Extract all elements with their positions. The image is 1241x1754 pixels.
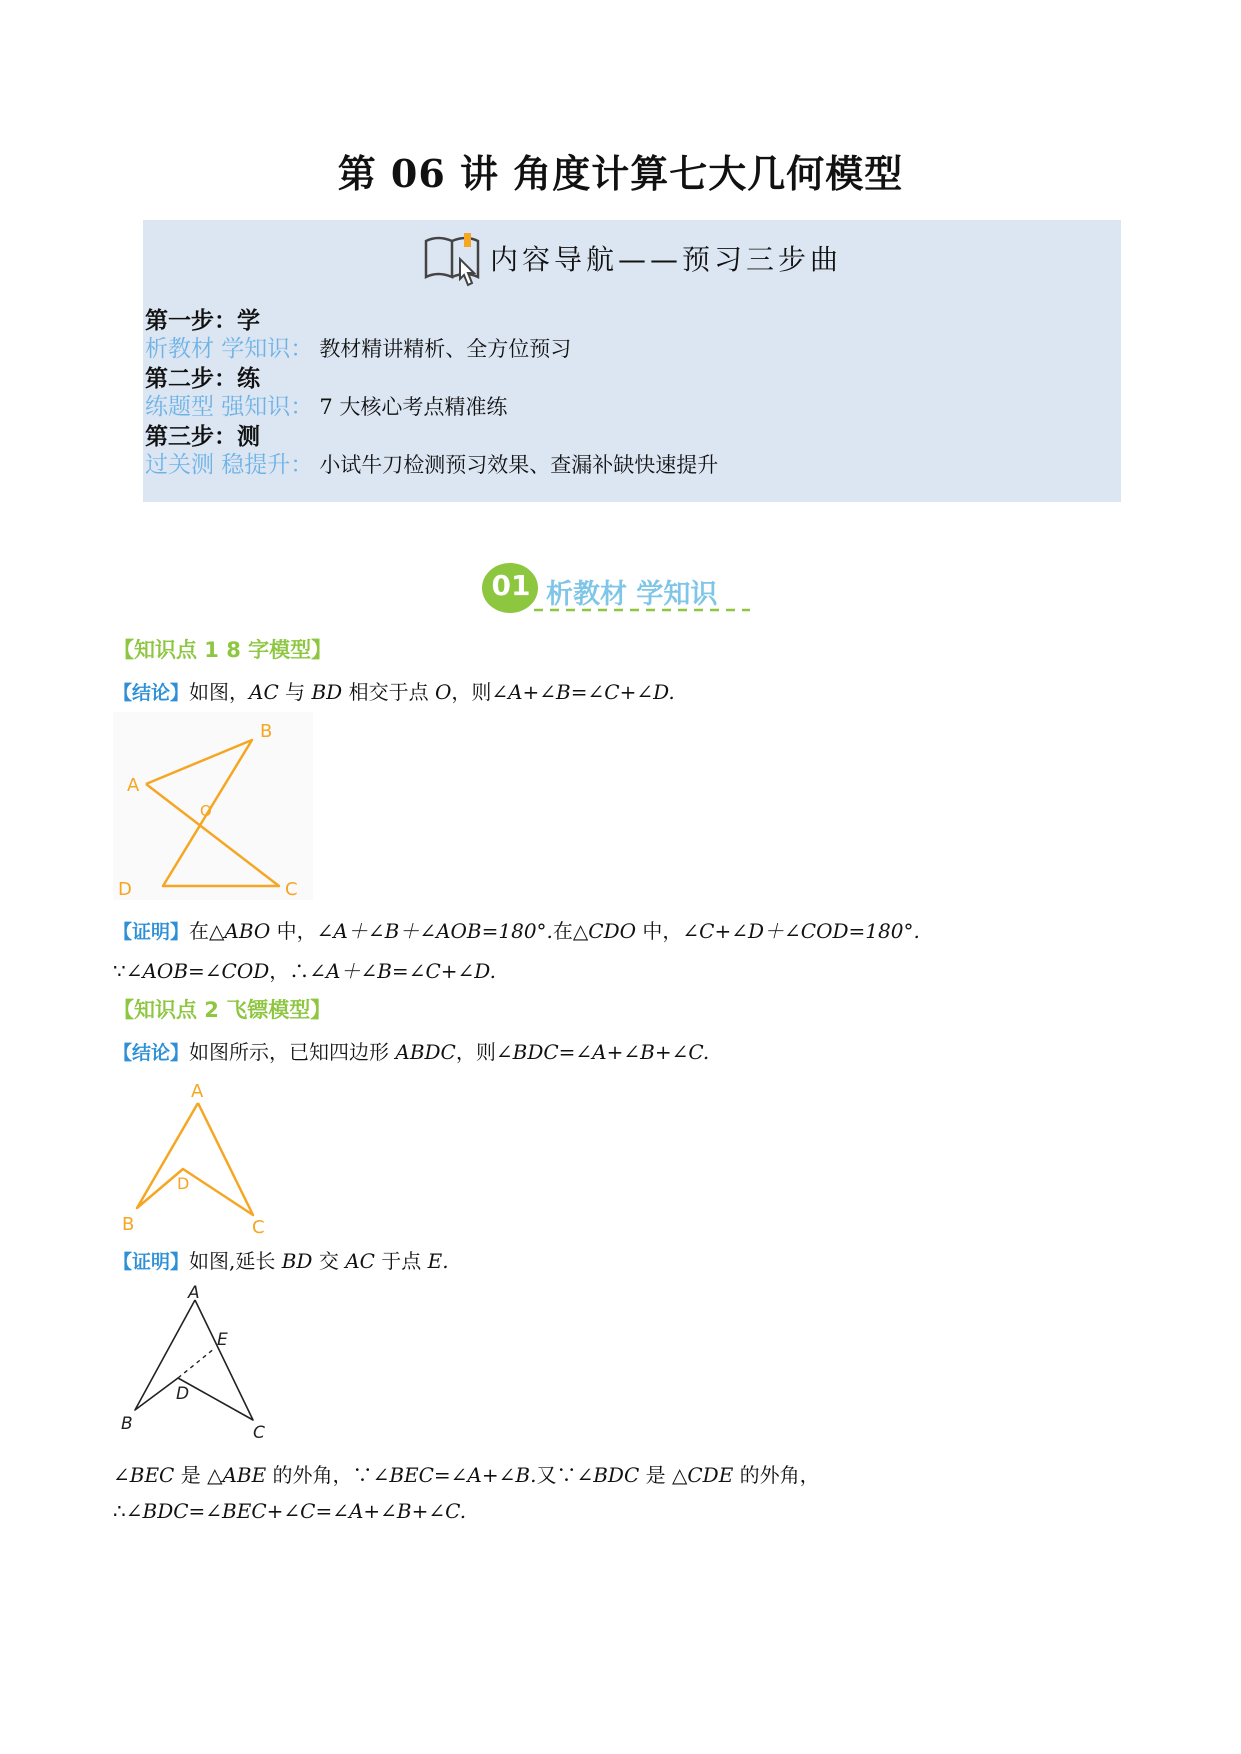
- math-run: △CDO: [572, 919, 637, 943]
- kp1-proof-line-1: [113, 915, 920, 944]
- text-run: 相交于点: [342, 680, 435, 704]
- math-run: △ABE: [207, 1463, 267, 1487]
- fig3-label-c: C: [253, 1423, 265, 1442]
- math-run: ∠C+∠D＋∠COD=180°.: [682, 919, 920, 943]
- text-run: 的外角，: [733, 1463, 820, 1487]
- fig1-label-a: A: [127, 775, 140, 796]
- math-run: ∠BDC=∠A+∠B+∠C.: [495, 1040, 710, 1064]
- math-run: ∠BEC: [113, 1463, 175, 1487]
- math-run: ∠BDC: [576, 1463, 640, 1487]
- kp1-conclusion: [113, 676, 675, 705]
- kp1-proof-line-2: [113, 955, 496, 984]
- kp2-conclusion: [113, 1036, 709, 1065]
- math-run: O: [434, 680, 452, 704]
- math-run: ∠AOB=∠COD: [125, 959, 270, 983]
- text-run: ，∴: [269, 959, 310, 983]
- fig1-label-o: O: [200, 802, 212, 820]
- section-title: 析教材 学知识: [546, 579, 718, 610]
- text-run: 与: [278, 680, 312, 704]
- math-run: ∠BEC=∠A+∠B.: [372, 1463, 537, 1487]
- text-run: 的外角，∵: [266, 1463, 373, 1487]
- text-run: 中，: [270, 919, 317, 943]
- figure-8-shape: [113, 712, 313, 900]
- text-run: ∵: [113, 959, 126, 983]
- section-number: 01: [491, 569, 531, 602]
- text-run: 是: [639, 1463, 672, 1487]
- math-run: ∠A+∠B=∠C+∠D.: [491, 680, 675, 704]
- step-3-heading: 第三步：测: [145, 423, 260, 450]
- math-run: ∠A＋∠B＋∠AOB=180°.: [316, 919, 553, 943]
- kp2-title: 【知识点 2 飞镖模型】: [113, 998, 332, 1022]
- text-run: 如图所示，已知四边形: [189, 1040, 396, 1064]
- text-run: 又∵: [536, 1463, 577, 1487]
- math-run: ∠A＋∠B=∠C+∠D.: [309, 959, 496, 983]
- math-run: AC: [345, 1249, 375, 1273]
- text-run: 如图,延长: [189, 1249, 282, 1273]
- fig1-label-c: C: [285, 879, 298, 900]
- fig3-label-b: B: [121, 1414, 133, 1434]
- fig2-label-a: A: [191, 1081, 204, 1102]
- kp1-title: 【知识点 1 8 字模型】: [113, 638, 333, 662]
- math-run: △CDE: [671, 1463, 734, 1487]
- content-navigation-box: [143, 220, 1121, 502]
- step-2-line: [145, 388, 507, 421]
- text-run: 于点: [374, 1249, 428, 1273]
- step-3-line: [145, 446, 718, 479]
- step-2-label: 练题型 强知识：: [145, 394, 314, 420]
- step-1-label: 析教材 学知识：: [145, 336, 314, 362]
- fig2-label-c: C: [252, 1217, 265, 1235]
- text-run: 交: [312, 1249, 346, 1273]
- proof-tag: 【证明】: [113, 1251, 190, 1273]
- math-run: BD: [281, 1249, 313, 1273]
- step-1-line: [145, 330, 571, 363]
- kp2-proof-line: [113, 1245, 449, 1274]
- text-run: 如图，: [189, 680, 250, 704]
- proof-tag: 【证明】: [113, 921, 190, 943]
- step-3-label: 过关测 稳提升：: [145, 452, 314, 478]
- text-run: ，则: [451, 680, 492, 704]
- step-1-desc: 教材精讲精析、全方位预习: [319, 337, 572, 361]
- math-run: E.: [427, 1249, 449, 1273]
- math-run: AC: [249, 680, 279, 704]
- text-run: 在: [552, 919, 573, 943]
- dart-model-figure: [113, 1075, 283, 1235]
- fig3-label-d: D: [176, 1384, 190, 1404]
- conclusion-tag: 【结论】: [113, 1042, 190, 1064]
- section-badge: [480, 560, 770, 620]
- math-run: ∠BDC=∠BEC+∠C=∠A+∠B+∠C.: [125, 1499, 467, 1523]
- conclusion-tag: 【结论】: [113, 682, 190, 704]
- text-run: 是: [174, 1463, 208, 1487]
- text-run: ∴: [113, 1499, 126, 1523]
- math-run: ABDC: [395, 1040, 456, 1064]
- kp2-proof-line-3: [113, 1499, 466, 1523]
- text-run: ，则: [455, 1040, 496, 1064]
- step-2-heading: 第二步：练: [145, 365, 260, 392]
- fig1-label-b: B: [260, 721, 273, 742]
- fig3-label-e: E: [217, 1330, 228, 1350]
- fig3-label-a: A: [188, 1283, 200, 1303]
- text-run: 中，: [636, 919, 683, 943]
- step-2-desc: 7 大核心考点精准练: [319, 395, 508, 419]
- nav-header-text: 内容导航——预习三步曲: [489, 243, 842, 276]
- math-run: BD: [311, 680, 343, 704]
- step-1-heading: 第一步：学: [145, 307, 260, 334]
- fig2-label-b: B: [122, 1214, 135, 1235]
- math-run: △ABO: [209, 919, 271, 943]
- kp2-proof-line-2: [113, 1459, 820, 1488]
- dart-proof-figure: [113, 1282, 283, 1442]
- fig1-label-d: D: [118, 879, 132, 900]
- fig2-label-d: D: [177, 1174, 190, 1193]
- step-3-desc: 小试牛刀检测预习效果、查漏补缺快速提升: [319, 453, 719, 477]
- book-pointer-icon: [422, 229, 484, 287]
- nav-header: [143, 228, 1121, 288]
- text-run: 在: [189, 919, 210, 943]
- page-title: 第 06 讲 角度计算七大几何模型: [337, 151, 904, 196]
